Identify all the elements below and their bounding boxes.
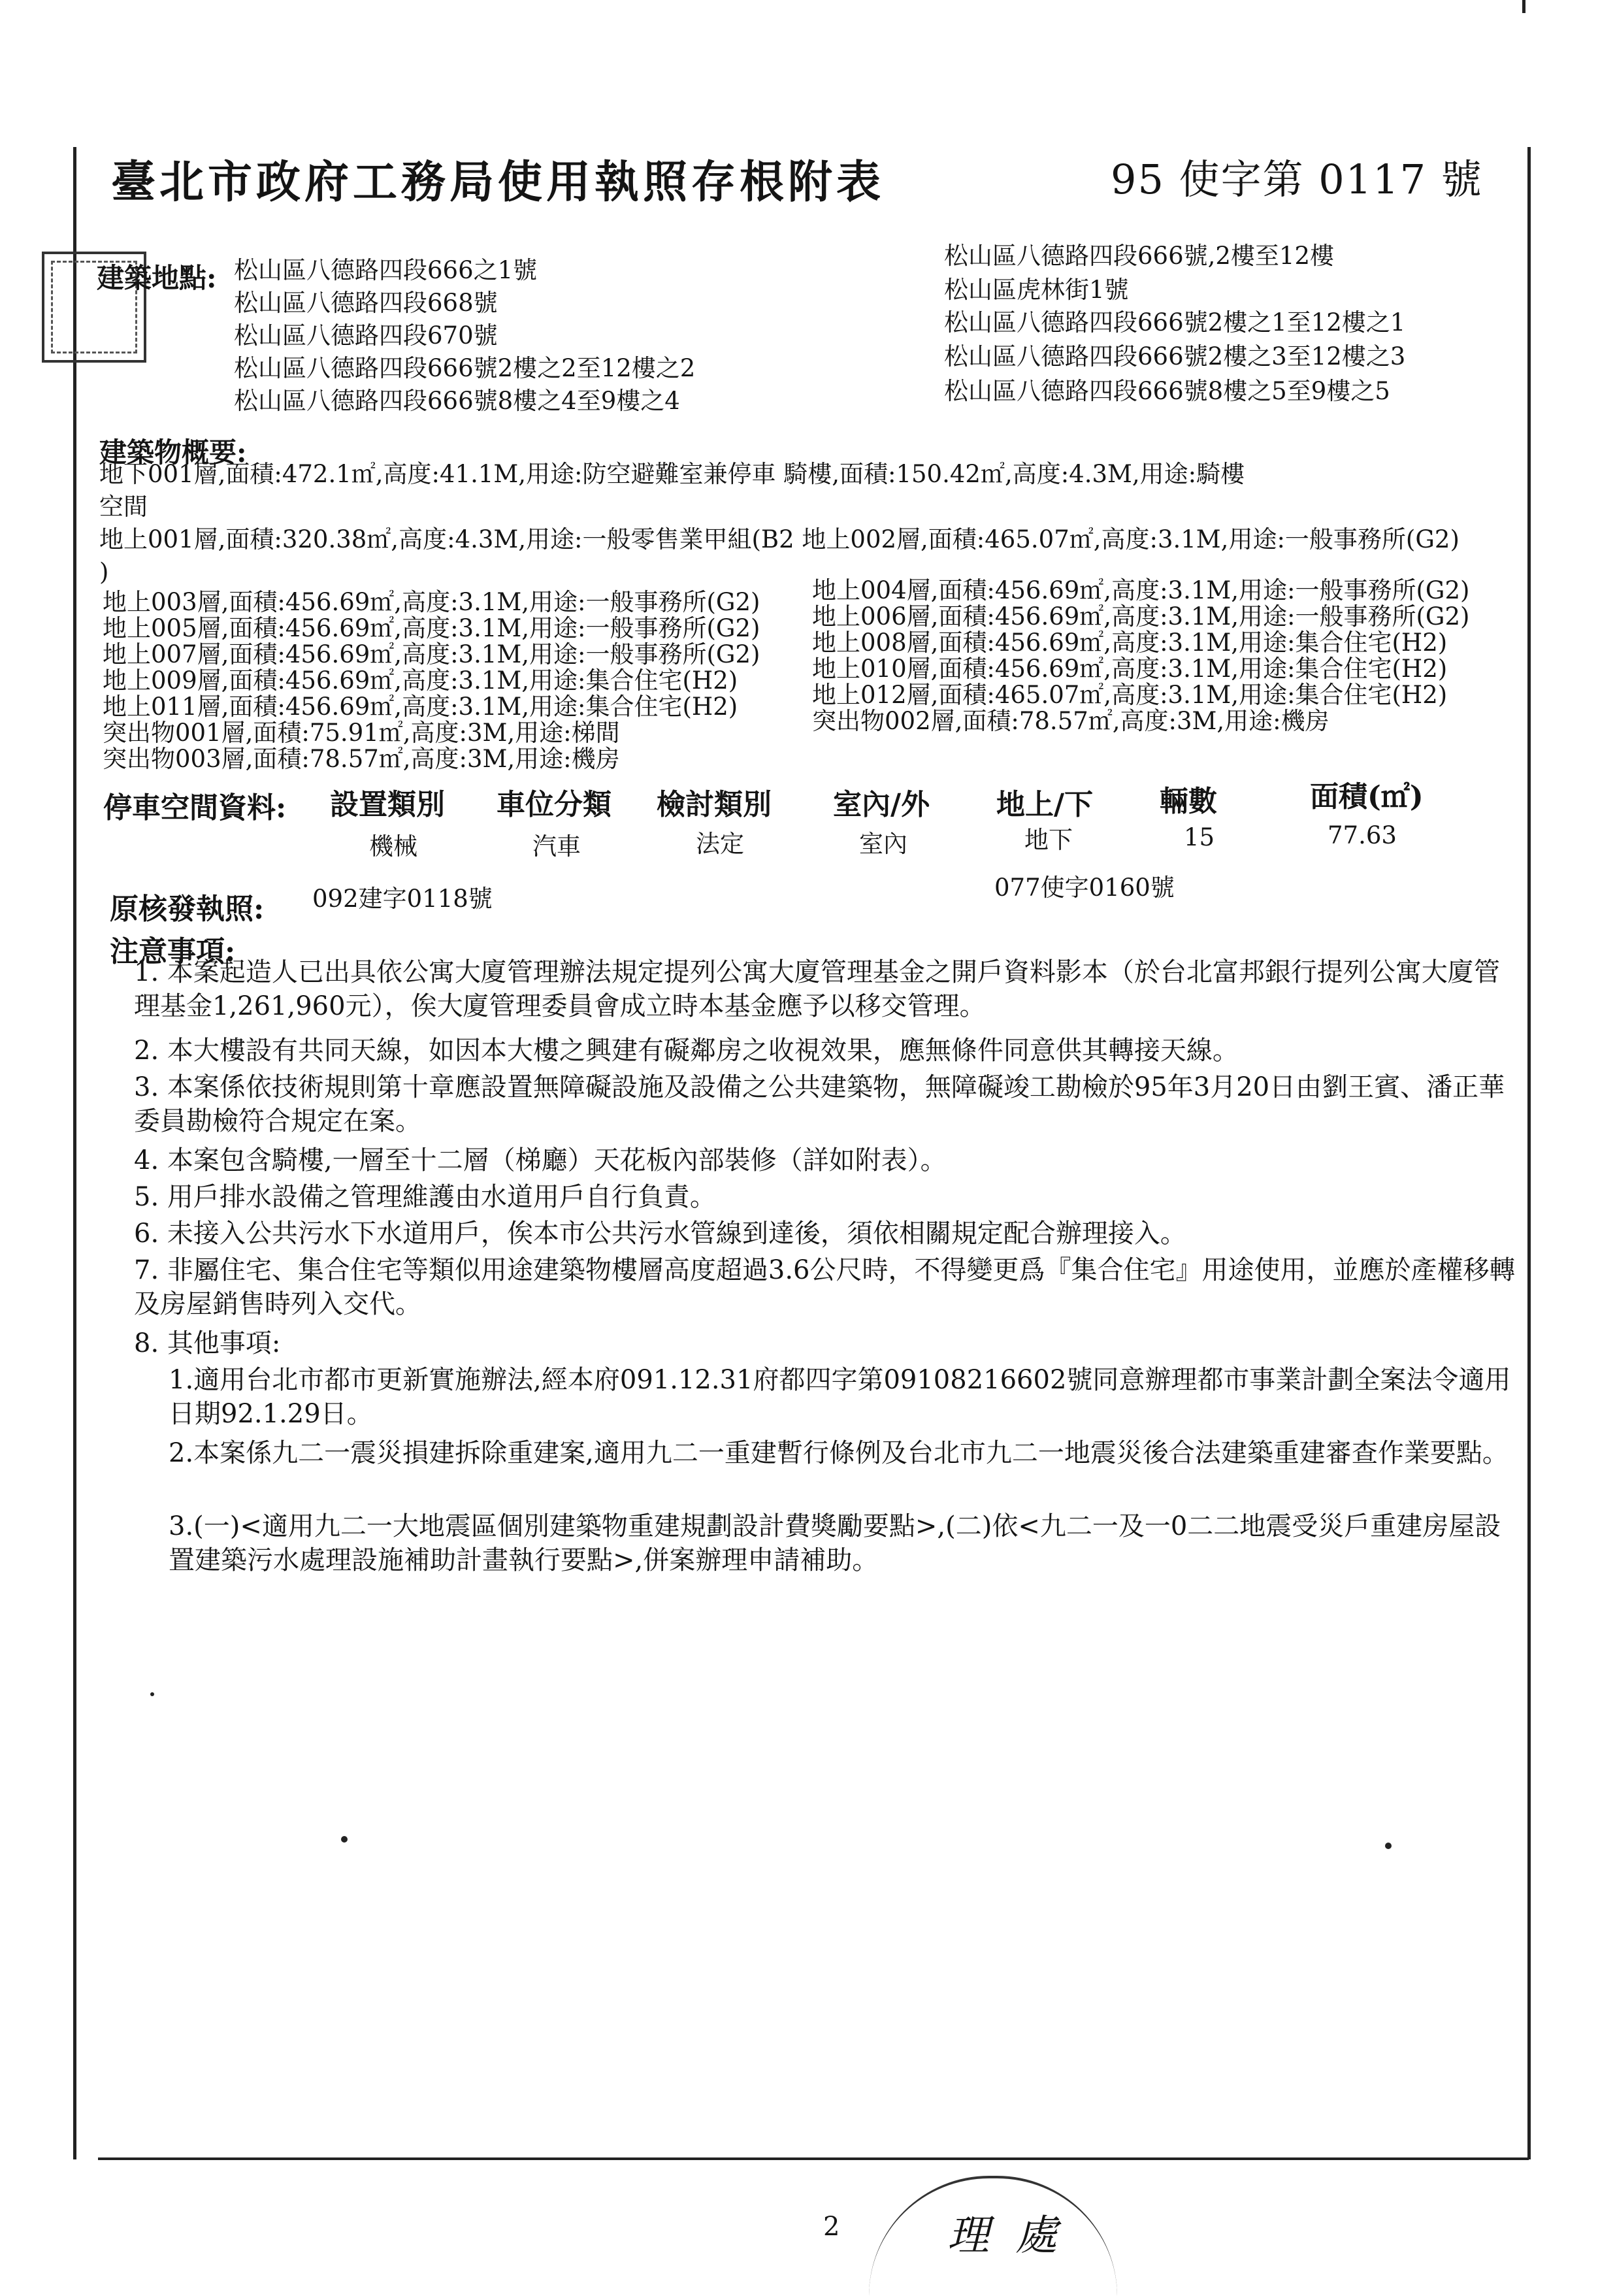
- floor-left-2: 地上005層,面積:456.69㎡,高度:3.1M,用途:一般事務所(G2): [103, 614, 760, 642]
- page-number: 2: [823, 2212, 840, 2242]
- floor-left-5: 地上011層,面積:456.69㎡,高度:3.1M,用途:集合住宅(H2): [103, 693, 738, 721]
- original-permit-2: 077使字0160號: [994, 874, 1175, 902]
- address-left-5: 松山區八德路四段666號8樓之4至9樓之4: [234, 387, 680, 415]
- permit-number: 95 使字第 0117 號: [1111, 156, 1483, 203]
- note-item-2: 2. 本大樓設有共同天線，如因本大樓之興建有礙鄰房之收視效果，應無條件同意供其轉接天線。: [134, 1036, 1239, 1066]
- original-permit-1: 092建字0118號: [312, 885, 493, 913]
- floor-left-7: 突出物003層,面積:78.57㎡,高度:3M,用途:機房: [103, 745, 620, 773]
- frame-top-tick: [1522, 0, 1525, 13]
- address-label: 建築地點:: [97, 262, 217, 294]
- parking-header-review: 檢討類別: [657, 788, 772, 821]
- note-sub-2: 2.本案係九二一震災損建拆除重建案,適用九二一重建暫行條例及台北市九二一地震災後合法建築重建審查作業要點。: [169, 1438, 1509, 1468]
- parking-value-review: 法定: [696, 830, 744, 858]
- parking-header-indoor: 室內/外: [833, 788, 930, 821]
- parking-header-area: 面積(㎡): [1310, 780, 1424, 813]
- note-item-6: 6. 未接入公共污水下水道用戶，俟本市公共污水管線到達後，須依相關規定配合辦理接入。: [134, 1219, 1186, 1249]
- overview-line-1: 地下001層,面積:472.1㎡,高度:41.1M,用途:防空避難室兼停車 騎樓,面積:150.42㎡,高度:4.3M,用途:騎樓: [99, 460, 1245, 488]
- frame-left-border: [73, 147, 76, 2159]
- floor-right-1: 地上004層,面積:456.69㎡,高度:3.1M,用途:一般事務所(G2): [812, 576, 1470, 604]
- address-left-2: 松山區八德路四段668號: [234, 289, 498, 317]
- address-right-3: 松山區八德路四段666號2樓之1至12樓之1: [944, 308, 1406, 336]
- address-right-2: 松山區虎林街1號: [944, 276, 1129, 304]
- floor-left-6: 突出物001層,面積:75.91㎡,高度:3M,用途:梯間: [103, 719, 620, 747]
- parking-header-count: 輛數: [1160, 785, 1217, 818]
- floor-right-5: 地上012層,面積:465.07㎡,高度:3.1M,用途:集合住宅(H2): [812, 681, 1448, 709]
- address-right-1: 松山區八德路四段666號,2樓至12樓: [944, 242, 1335, 270]
- parking-value-category: 汽車: [532, 832, 581, 861]
- floor-right-2: 地上006層,面積:456.69㎡,高度:3.1M,用途:一般事務所(G2): [812, 602, 1470, 631]
- address-left-3: 松山區八德路四段670號: [234, 321, 498, 350]
- note-item-4: 4. 本案包含騎樓,一層至十二層（梯廳）天花板內部裝修（詳如附表）。: [134, 1145, 947, 1175]
- floor-left-4: 地上009層,面積:456.69㎡,高度:3.1M,用途:集合住宅(H2): [103, 666, 738, 695]
- address-right-5: 松山區八德路四段666號8樓之5至9樓之5: [944, 377, 1390, 405]
- document-title: 臺北市政府工務局使用執照存根附表: [111, 156, 885, 208]
- parking-value-indoor: 室內: [859, 830, 907, 858]
- scan-speck: [1385, 1843, 1392, 1849]
- parking-header-type: 設置類別: [330, 788, 445, 821]
- notes-label: 注意事項:: [110, 935, 236, 968]
- parking-label: 停車空間資料:: [103, 791, 287, 825]
- original-permit-label: 原核發執照:: [110, 893, 265, 926]
- address-right-4: 松山區八德路四段666號2樓之3至12樓之3: [944, 342, 1406, 370]
- note-sub-1: 1.適用台北市都市更新實施辦法,經本府091.12.31府都四字第09108216602號同意辦理都市事業計劃全案法令適用日期92.1.29日。: [169, 1365, 1511, 1429]
- floor-left-1: 地上003層,面積:456.69㎡,高度:3.1M,用途:一般事務所(G2): [103, 588, 760, 616]
- overview-line-1b: 空間: [99, 493, 148, 521]
- note-sub-3: 3.(一)<適用九二一大地震區個別建築物重建規劃設計費獎勵要點>,(二)依<九二一及一0二二地震受災戶重建房屋設置建築污水處理設施補助計畫執行要點>,併案辦理申請補助。: [169, 1511, 1501, 1575]
- scan-speck: [341, 1836, 348, 1843]
- floor-right-6: 突出物002層,面積:78.57㎡,高度:3M,用途:機房: [812, 707, 1330, 735]
- note-item-3: 3. 本案係依技術規則第十章應設置無障礙設施及設備之公共建築物，無障礙竣工勘檢於95年3月20日由劉王賓、潘正華委員勘檢符合規定在案。: [134, 1072, 1505, 1136]
- note-item-8: 8. 其他事項:: [134, 1328, 281, 1358]
- floor-left-3: 地上007層,面積:456.69㎡,高度:3.1M,用途:一般事務所(G2): [103, 640, 760, 668]
- parking-value-type: 機械: [369, 832, 417, 861]
- frame-right-border: [1527, 147, 1531, 2159]
- parking-value-area: 77.63: [1328, 821, 1397, 849]
- parking-value-count: 15: [1184, 823, 1215, 851]
- note-item-1: 1. 本案起造人已出具依公寓大廈管理辦法規定提列公寓大廈管理基金之開戶資料影本（於台北富邦銀行提列公寓大廈管理基金1,261,960元），俟大廈管理委員會成立時本基金應予以移交管理。: [134, 957, 1500, 1021]
- note-item-7: 7. 非屬住宅、集合住宅等類似用途建築物樓層高度超過3.6公尺時，不得變更爲『集合住宅』用途使用，並應於產權移轉及房屋銷售時列入交代。: [134, 1255, 1516, 1319]
- note-item-5: 5. 用戶排水設備之管理維護由水道用戶自行負責。: [134, 1182, 716, 1212]
- seal-stamp-text: 理處: [947, 2212, 1083, 2260]
- scan-speck: [150, 1692, 154, 1696]
- floor-right-3: 地上008層,面積:456.69㎡,高度:3.1M,用途:集合住宅(H2): [812, 629, 1448, 657]
- overview-label: 建築物概要:: [99, 436, 247, 468]
- address-left-1: 松山區八德路四段666之1號: [234, 256, 538, 284]
- parking-header-level: 地上/下: [996, 788, 1094, 821]
- address-left-4: 松山區八德路四段666號2樓之2至12樓之2: [234, 354, 696, 382]
- frame-bottom-border: [98, 2157, 1529, 2160]
- overview-line-2: 地上001層,面積:320.38㎡,高度:4.3M,用途:一般零售業甲組(B2 地上002層,面積:465.07㎡,高度:3.1M,用途:一般事務所(G2): [99, 525, 1460, 553]
- floor-right-4: 地上010層,面積:456.69㎡,高度:3.1M,用途:集合住宅(H2): [812, 655, 1448, 683]
- overview-line-2b: ): [99, 558, 109, 586]
- parking-value-level: 地下: [1024, 826, 1073, 854]
- parking-header-category: 車位分類: [497, 788, 612, 821]
